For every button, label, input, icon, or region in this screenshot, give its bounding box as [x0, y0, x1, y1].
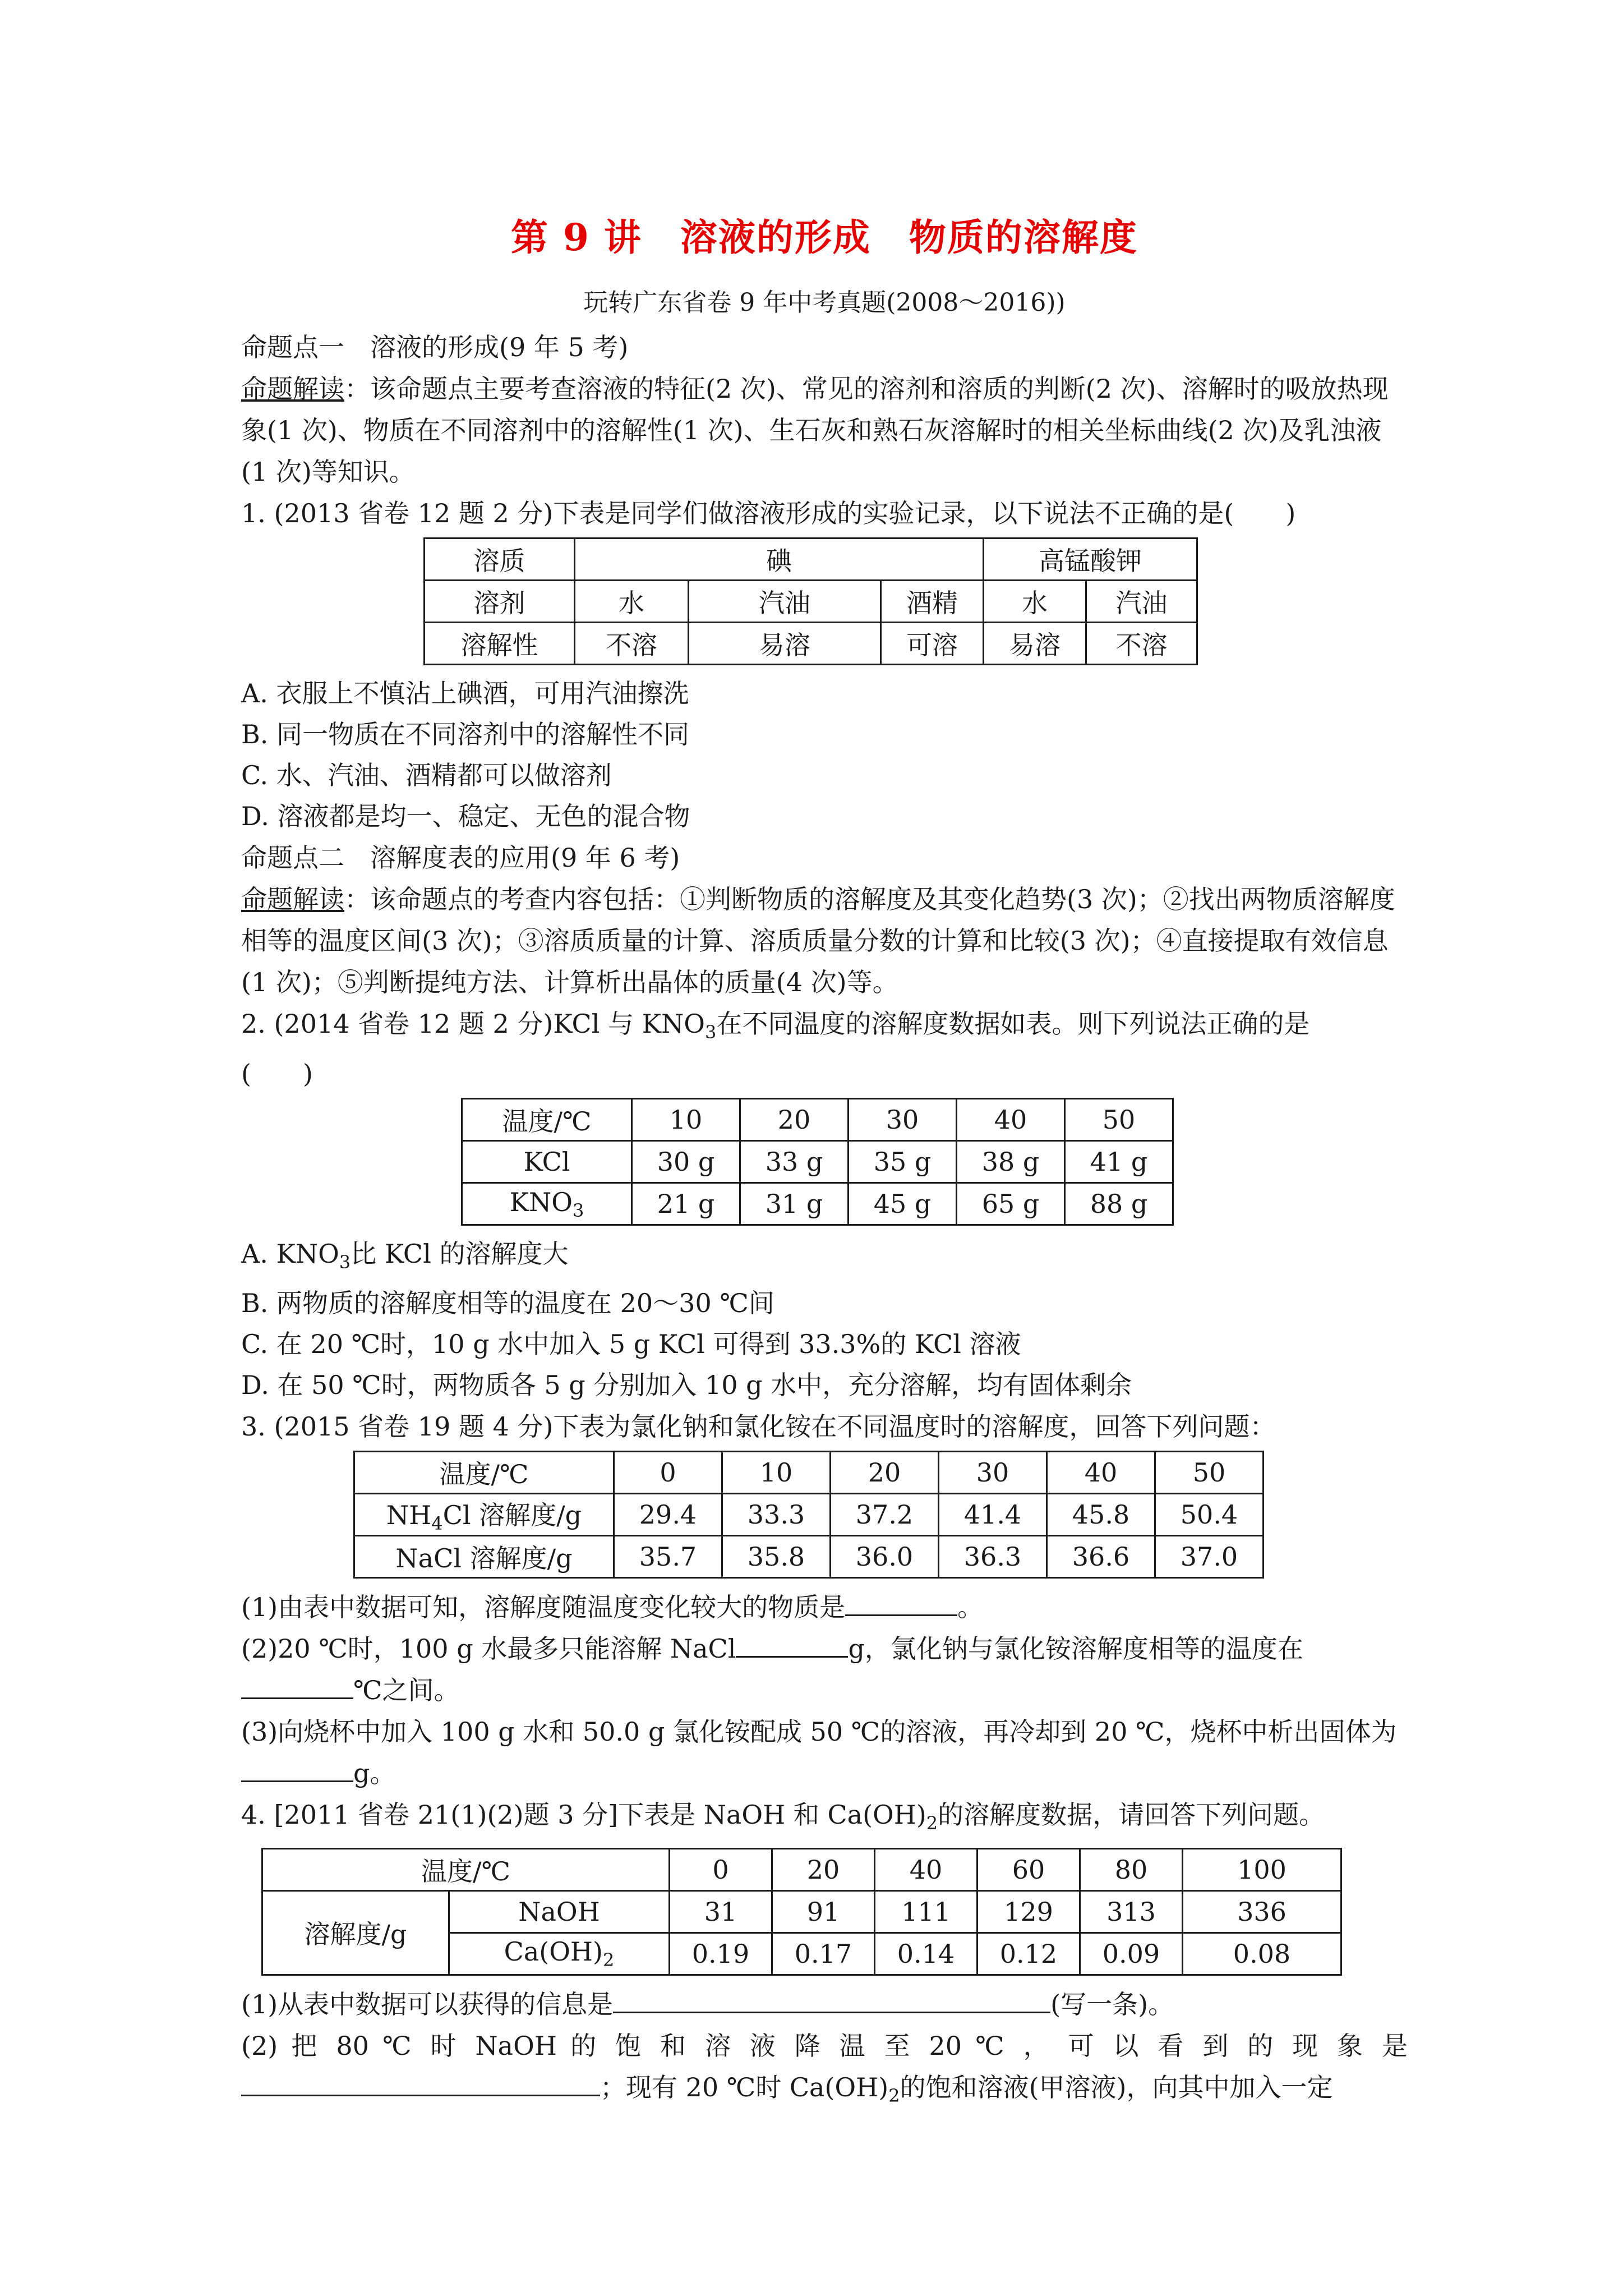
- table-cell: 36.0: [831, 1536, 939, 1578]
- table-cell: 40: [875, 1848, 978, 1890]
- table-cell: 温度/℃: [462, 1099, 632, 1141]
- table-row: [462, 1183, 1173, 1225]
- subscript: 3: [572, 1199, 584, 1221]
- table-cell: 129: [978, 1890, 1080, 1932]
- subscript: 3: [339, 1251, 351, 1273]
- question2-table: [461, 1098, 1174, 1226]
- table-cell: 10: [722, 1452, 831, 1494]
- page-title: 第 9 讲 溶液的形成 物质的溶解度: [511, 215, 1138, 259]
- table-row: [354, 1452, 1264, 1494]
- table-row: [425, 581, 1197, 623]
- table-cell: 37.0: [1155, 1536, 1264, 1578]
- table-cell: 31 g: [740, 1183, 849, 1225]
- question4-part2: (2) 把 80 ℃ 时 NaOH 的 饱 和 溶 液 降 温 至 20 ℃ ， 可 以 看 到 的 现 象 是: [241, 2030, 1408, 2061]
- table-cell: 0.19: [670, 1932, 772, 1975]
- table-cell: 10: [632, 1099, 740, 1141]
- cell-text: Ca(OH): [504, 1936, 603, 1967]
- section1-reading: [241, 368, 1408, 493]
- table-cell: 37.2: [831, 1494, 939, 1536]
- table-cell: 35.7: [614, 1536, 722, 1578]
- subscript: 2: [602, 1949, 615, 1971]
- table-cell: 33.3: [722, 1494, 831, 1536]
- cell-text: NH: [386, 1500, 432, 1531]
- table-cell: 45.8: [1047, 1494, 1155, 1536]
- table-cell: 33 g: [740, 1141, 849, 1183]
- table-cell: 酒精: [881, 581, 984, 623]
- section2-heading: 命题点二 溶解度表的应用(9 年 6 考): [241, 843, 680, 873]
- option-text: A. KNO: [241, 1239, 339, 1269]
- table-cell: 温度/℃: [262, 1848, 670, 1890]
- question1-table: [423, 537, 1198, 665]
- table-cell: 溶剂: [425, 581, 575, 623]
- table-cell: 不溶: [575, 623, 689, 665]
- table-cell: 不溶: [1086, 623, 1197, 665]
- answer-blank[interactable]: [241, 1675, 353, 1699]
- table-cell: [462, 1183, 632, 1225]
- table-cell: 30: [849, 1099, 957, 1141]
- option-text: 比 KCl 的溶解度大: [351, 1239, 569, 1269]
- table-cell: 水: [984, 581, 1086, 623]
- table-row: [425, 539, 1197, 581]
- table-cell: 可溶: [881, 623, 984, 665]
- answer-blank[interactable]: [845, 1592, 957, 1616]
- table-cell: 41 g: [1065, 1141, 1173, 1183]
- answer-blank[interactable]: [241, 1758, 353, 1782]
- question3-part3: [241, 1711, 1408, 1794]
- table-cell: NaCl 溶解度/g: [354, 1536, 614, 1578]
- reading-label: 命题解读: [241, 374, 344, 404]
- content: [241, 212, 1408, 2116]
- question4-stem: [241, 1794, 1408, 1844]
- table-cell: 91: [772, 1890, 875, 1932]
- table-cell: 易溶: [689, 623, 881, 665]
- part-text: 。: [957, 1592, 984, 1623]
- table-cell: [354, 1494, 614, 1536]
- table-cell: 溶质: [425, 539, 575, 581]
- table-cell: 温度/℃: [354, 1452, 614, 1494]
- table-cell: 高锰酸钾: [984, 539, 1197, 581]
- table-cell: 40: [1047, 1452, 1155, 1494]
- question2-option-d: D. 在 50 ℃时，两物质各 5 g 分别加入 10 g 水中，充分溶解，均有固体剩余: [241, 1370, 1132, 1401]
- subscript: 2: [926, 1812, 938, 1834]
- table-cell: 0.17: [772, 1932, 875, 1975]
- cell-text: KNO: [509, 1186, 573, 1217]
- question3-part2: [241, 1628, 1408, 1669]
- question2-option-c: C. 在 20 ℃时，10 g 水中加入 5 g KCl 可得到 33.3%的 KCl 溶液: [241, 1329, 1021, 1360]
- subscript: 3: [705, 1022, 717, 1043]
- table-cell: 45 g: [849, 1183, 957, 1225]
- question2-option-a: [241, 1234, 1408, 1283]
- table-cell: 汽油: [689, 581, 881, 623]
- question1-stem: 1. (2013 省卷 12 题 2 分)下表是同学们做溶液形成的实验记录，以下说法不正确的是( ): [241, 498, 1296, 528]
- table-cell: 20: [740, 1099, 849, 1141]
- part-text: (2)20 ℃时，100 g 水最多只能溶解 NaCl: [241, 1634, 736, 1664]
- table-cell: 100: [1183, 1848, 1341, 1890]
- question1-option-b: B. 同一物质在不同溶剂中的溶解性不同: [241, 719, 690, 749]
- section2-reading: [241, 878, 1408, 1003]
- table-cell: 80: [1080, 1848, 1183, 1890]
- question1-option-d: D. 溶液都是均一、稳定、无色的混合物: [241, 801, 690, 831]
- table-cell: 汽油: [1086, 581, 1197, 623]
- table-cell: 88 g: [1065, 1183, 1173, 1225]
- question4-part1: [241, 1984, 1408, 2025]
- reading-text: ：该命题点主要考查溶液的特征(2 次)、常见的溶剂和溶质的判断(2 次)、溶解时的吸放热现象(1 次)、物质在不同溶剂中的溶解性(1 次)、生石灰和熟石灰溶解时的相关坐标曲线(2 次)及乳浊液(1 次)等知识。: [241, 374, 1389, 487]
- stem-text: 4. [2011 省卷 21(1)(2)题 3 分]下表是 NaOH 和 Ca(OH): [241, 1800, 926, 1830]
- table-cell: KCl: [462, 1141, 632, 1183]
- table-cell: 111: [875, 1890, 978, 1932]
- section1-heading: 命题点一 溶液的形成(9 年 5 考): [241, 332, 629, 362]
- question4-table: [261, 1848, 1342, 1976]
- table-cell: 60: [978, 1848, 1080, 1890]
- reading-text: ：该命题点的考查内容包括：①判断物质的溶解度及其变化趋势(3 次)；②找出两物质溶解度相等的温度区间(3 次)；③溶质质量的计算、溶质质量分数的计算和比较(3 次)；④直接提取有效信息(1 次)；⑤判断提纯方法、计算析出晶体的质量(4 次)等。: [241, 884, 1395, 997]
- table-cell: 水: [575, 581, 689, 623]
- table-cell: 21 g: [632, 1183, 740, 1225]
- table-cell: 50: [1065, 1099, 1173, 1141]
- table-cell: 35 g: [849, 1141, 957, 1183]
- table-cell: 溶解度/g: [262, 1890, 449, 1975]
- reading-label: 命题解读: [241, 884, 344, 914]
- table-row: [425, 623, 1197, 665]
- table-cell: 30 g: [632, 1141, 740, 1183]
- part-text: g，氯化钠与氯化铵溶解度相等的温度在: [848, 1634, 1303, 1664]
- table-cell: 20: [772, 1848, 875, 1890]
- table-cell: 0: [614, 1452, 722, 1494]
- question1-option-a: A. 衣服上不慎沾上碘酒，可用汽油擦洗: [241, 678, 689, 708]
- table-row: [462, 1141, 1173, 1183]
- table-row: [262, 1848, 1341, 1890]
- stem-text: 在不同温度的溶解度数据如表。则下列说法正确的是: [716, 1009, 1310, 1039]
- part-text: (1)从表中数据可以获得的信息是: [241, 1989, 614, 2019]
- table-cell: 38 g: [957, 1141, 1065, 1183]
- table-row: [262, 1890, 1341, 1932]
- table-cell: 65 g: [957, 1183, 1065, 1225]
- part-text: g。: [353, 1758, 396, 1789]
- question4-part2-cont: [241, 2067, 1408, 2116]
- table-cell: 20: [831, 1452, 939, 1494]
- table-cell: 40: [957, 1099, 1065, 1141]
- table-cell: 溶解性: [425, 623, 575, 665]
- table-cell: 碘: [575, 539, 984, 581]
- table-cell: 41.4: [939, 1494, 1047, 1536]
- answer-blank[interactable]: [613, 1989, 1050, 2013]
- question3-part1: [241, 1586, 1408, 1628]
- table-row: [462, 1099, 1173, 1141]
- part-text: (1)由表中数据可知，溶解度随温度变化较大的物质是: [241, 1592, 846, 1623]
- table-cell: [449, 1932, 670, 1975]
- question2-stem: [241, 1003, 1408, 1053]
- table-cell: 0.14: [875, 1932, 978, 1975]
- cell-text: Cl 溶解度/g: [442, 1500, 582, 1531]
- part-text: (3)向烧杯中加入 100 g 水和 50.0 g 氯化铵配成 50 ℃的溶液，再冷却到 20 ℃，烧杯中析出固体为: [241, 1717, 1397, 1747]
- table-row: [354, 1536, 1264, 1578]
- table-cell: 36.6: [1047, 1536, 1155, 1578]
- question3-part2-cont: [241, 1669, 1408, 1711]
- question2-option-b: B. 两物质的溶解度相等的温度在 20～30 ℃间: [241, 1288, 774, 1319]
- table-cell: 50.4: [1155, 1494, 1264, 1536]
- subscript: 2: [888, 2085, 900, 2106]
- part-text: (写一条)。: [1050, 1989, 1174, 2019]
- table-cell: 336: [1183, 1890, 1341, 1932]
- table-cell: 50: [1155, 1452, 1264, 1494]
- subscript: 4: [431, 1513, 443, 1535]
- answer-blank[interactable]: [241, 2072, 600, 2096]
- table-cell: 0: [670, 1848, 772, 1890]
- question2-stem-bracket: ( ): [241, 1059, 313, 1089]
- stem-text: 的溶解度数据，请回答下列问题。: [938, 1800, 1325, 1830]
- stem-text: 2. (2014 省卷 12 题 2 分)KCl 与 KNO: [241, 1009, 705, 1039]
- question3-table: [353, 1451, 1264, 1579]
- table-cell: 30: [939, 1452, 1047, 1494]
- table-cell: 313: [1080, 1890, 1183, 1932]
- question1-option-c: C. 水、汽油、酒精都可以做溶剂: [241, 760, 612, 790]
- part-text: ；现有 20 ℃时 Ca(OH): [600, 2072, 889, 2102]
- answer-blank[interactable]: [736, 1634, 848, 1658]
- table-cell: 0.08: [1183, 1932, 1341, 1975]
- table-cell: NaOH: [449, 1890, 670, 1932]
- part-text: 的饱和溶液(甲溶液)，向其中加入一定: [900, 2072, 1333, 2102]
- part-text: ℃之间。: [353, 1675, 460, 1706]
- table-cell: 29.4: [614, 1494, 722, 1536]
- page-subtitle: 玩转广东省卷 9 年中考真题(2008～2016)): [583, 288, 1066, 317]
- question3-stem: 3. (2015 省卷 19 题 4 分)下表为氯化钠和氯化铵在不同温度时的溶解度，回答下列问题：: [241, 1411, 1276, 1442]
- table-cell: 35.8: [722, 1536, 831, 1578]
- table-cell: 36.3: [939, 1536, 1047, 1578]
- table-cell: 0.12: [978, 1932, 1080, 1975]
- table-cell: 易溶: [984, 623, 1086, 665]
- table-row: [354, 1494, 1264, 1536]
- table-cell: 0.09: [1080, 1932, 1183, 1975]
- table-cell: 31: [670, 1890, 772, 1932]
